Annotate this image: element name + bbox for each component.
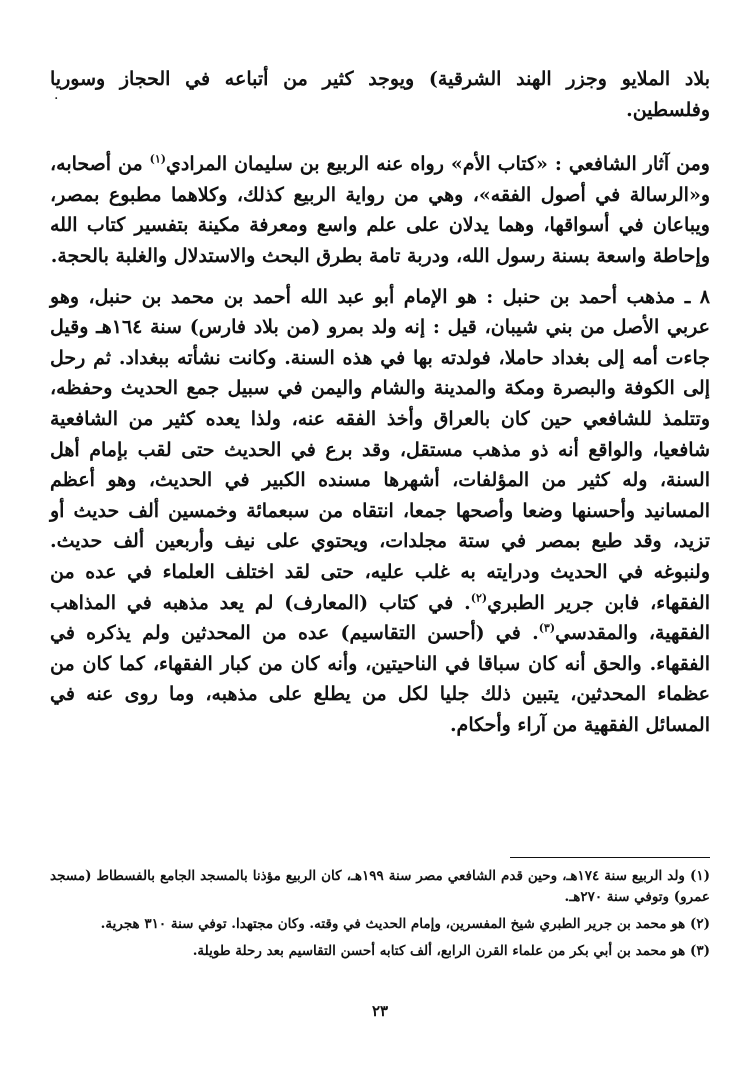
paragraph-hanbal-text-a: هو الإمام أبو عبد الله أحمد بن محمد بن حنبل، وهو عربي الأصل من بني شيبان، قيل : إنه ولد بمرو (من بلاد فارس) سنة ١٦٤هـ وقيل جاءت أمه إلى بغداد حاملا، فولدته بها في هذه السنة. وكانت نشأته ببغداد. ثم رحل إلى الكوفة والبصرة ومكة والمدينة والشام واليمن في سبيل جمع الحديث وحفظه، وتتلمذ للشافعي حين كان بالعراق وأخذ الفقه عنه، ولذا يعده كثير من الشافعية شافعيا، والواقع أنه ذو مذهب مستقل، وقد برع في الحديث حتى لقب بإمام أهل السنة، وله كثير من المؤلفات، أشهرها مسنده الكبير في الحديث، وهو أعظم المسانيد وأحسنها وضعا وأصحها جمعا، انتقاه من سبعمائة وخمسين ألف حديث أو تزيد، وقد طبع بمصر في ستة مجلدات، ويحتوي على نيف وأربعين ألف حديث. ولنبوغه في الحديث ودرايته به غلب عليه، حتى لقد اختلف العلماء في عده من الفقهاء، فابن جرير الطبري xyxy=(50,285,710,614)
page-number: ٢٣ xyxy=(371,1002,389,1020)
paragraph-shafii-works xyxy=(50,149,710,271)
paragraph-shafii-text-a: ومن آثار الشافعي : «كتاب الأم» رواه عنه الربيع بن سليمان المرادي xyxy=(166,153,710,176)
paragraph-shafii-text-b: من أصحابه، و«الرسالة في أصول الفقه»، وهي من رواية الربيع كذلك، وكلاهما مطبوع بمصر، ويباعان في أسواقها، وهما يدلان على علم واسع ومعرفة مكينة بتفسير كتاب الله وإحاطة واسعة بسنة رسول الله، ودربة تامة بطرق البحث والاستدلال والغلبة بالحجة. xyxy=(50,153,710,267)
paragraph-hanbal-text-b: . في كتاب (المعارف) لم يعد مذهبه في المذاهب الفقهية، والمقدسي xyxy=(50,591,710,645)
footnote-ref-2[interactable]: (٢) xyxy=(470,591,488,605)
page xyxy=(50,64,710,1064)
section-heading: ٨ ـ مذهب أحمد بن حنبل : xyxy=(486,285,710,308)
margin-dot: · xyxy=(54,91,59,107)
paragraph-hanbal-text-c: . في (أحسن التقاسيم) عده من المحدثين ولم يذكره في الفقهاء. والحق أنه كان سباقا في الناحيتين، وأنه كان من كبار الفقهاء، كما كان من عظماء المحدثين، يتبين ذلك جليا لكل من يطلع على مذهبه، وما روى عنه في المسائل الفقهية من آراء وأحكام. xyxy=(50,622,710,736)
footnote-ref-3[interactable]: (٣) xyxy=(538,621,556,635)
footnote-2: (٢) هو محمد بن جرير الطبري شيخ المفسرين، وإمام الحديث في وقته. وكان مجتهدا. توفي سنة ٣١٠ هجرية. xyxy=(100,916,710,932)
paragraph-continuation: بلاد الملايو وجزر الهند الشرقية) ويوجد كثير من أتباعه في الحجاز وسوريا وفلسطين. xyxy=(50,68,710,121)
footnote-divider xyxy=(510,857,710,858)
paragraph-ahmad-ibn-hanbal xyxy=(50,282,710,741)
footnotes xyxy=(50,866,710,968)
footnote-3: (٣) هو محمد بن أبي بكر من علماء القرن الرابع، ألف كتابه أحسن التقاسيم بعد رحلة طويلة. xyxy=(192,943,710,959)
main-text xyxy=(50,64,710,740)
footnote-ref-1[interactable]: (١) xyxy=(149,152,166,166)
footnote-1: (١) ولد الربيع سنة ١٧٤هـ، وحين قدم الشافعي مصر سنة ١٩٩هـ، كان الربيع مؤذنا بالمسجد الجامع بالفسطاط (مسجد عمرو) وتوفي سنة ٢٧٠هـ. xyxy=(50,868,710,905)
